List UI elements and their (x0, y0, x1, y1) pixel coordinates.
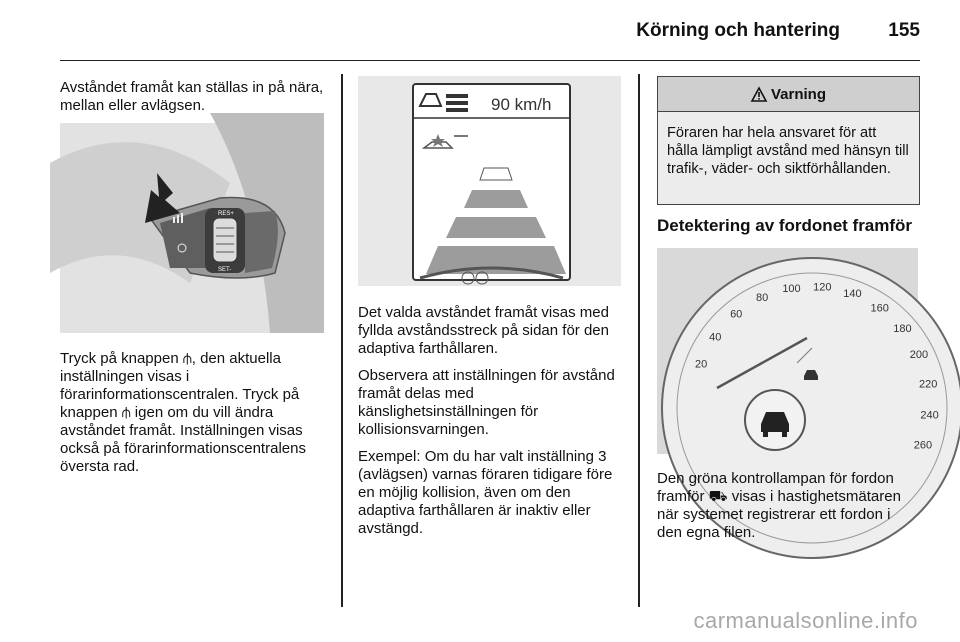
section-heading: Detektering av fordonet framför (657, 216, 913, 235)
speedo-label: 260 (913, 439, 933, 452)
speedo-label: 160 (870, 302, 889, 315)
speedo-label: 60 (730, 308, 743, 321)
speedo-label: 80 (755, 292, 769, 305)
speedo-label: 220 (919, 378, 938, 391)
res-label: RES+ (218, 211, 234, 217)
speedometer-illustration (657, 248, 939, 454)
speedo-label: 20 (694, 358, 708, 371)
paragraph: Det valda avståndet framåt visas med fyllda avståndsstreck på sidan för den adaptiva farthållaren. (358, 304, 609, 357)
speedo-label: 100 (782, 282, 801, 295)
steering-wheel-figure (60, 123, 324, 333)
speedo-label: 140 (843, 288, 862, 301)
set-label: SET- (218, 267, 232, 273)
speedo-label: 120 (813, 281, 832, 294)
speedo-label: 240 (920, 409, 939, 422)
intro-paragraph: Avståndet framåt kan ställas in på nära, mellan eller avlägsen. (60, 79, 324, 114)
footer-watermark: carmanualsonline.info (693, 608, 918, 633)
warning-title: Varning (770, 85, 826, 103)
button-instructions: Tryck på knappen ⫛, den aktuella inställningen visas i förarinformationscentralen. Tryck på knappen ⫛ igen om du vill ändra avståndet framåt. Inställningen visas också på förarinformationscentralens översta rad. (60, 350, 306, 475)
speedo-label: 180 (893, 323, 912, 336)
driver-info-display (358, 76, 621, 286)
paragraph: Observera att inställningen för avstånd framåt delas med känslighetsinställningen för kollisionsvarningen. (358, 367, 615, 438)
page-title: Körning och hantering (636, 20, 840, 41)
steering-wheel-illustration (60, 123, 324, 333)
display-figure (358, 76, 621, 286)
col2-text (358, 304, 624, 547)
paragraph: Exempel: Om du har valt inställning 3 (avlägsen) varnas föraren tidigare före en möjlig kollision, även om den adaptiva farthållaren är inaktiv eller avstängd. (358, 448, 613, 537)
speedo-label: 40 (709, 331, 722, 344)
warning-triangle-icon (751, 87, 767, 102)
warning-box (657, 76, 920, 205)
page-header (60, 0, 920, 61)
speedo-label: 200 (909, 349, 929, 362)
page-number: 155 (888, 20, 920, 41)
column-divider (341, 74, 343, 607)
display-speed: 90 km/h (491, 95, 552, 114)
detection-text: Den gröna kontrollampan för fordon framför ⛟ visas i hastighetsmätaren när systemet registrerar ett fordon i den egna filen. (657, 470, 901, 541)
speedometer-figure (657, 248, 939, 454)
vehicle-ahead-icon (761, 412, 789, 432)
column-divider (638, 74, 640, 607)
warning-header (658, 77, 919, 112)
warning-text: Föraren har hela ansvaret för att hålla lämpligt avstånd med hänsyn till trafik-, väder- och siktförhållanden. (667, 125, 909, 177)
